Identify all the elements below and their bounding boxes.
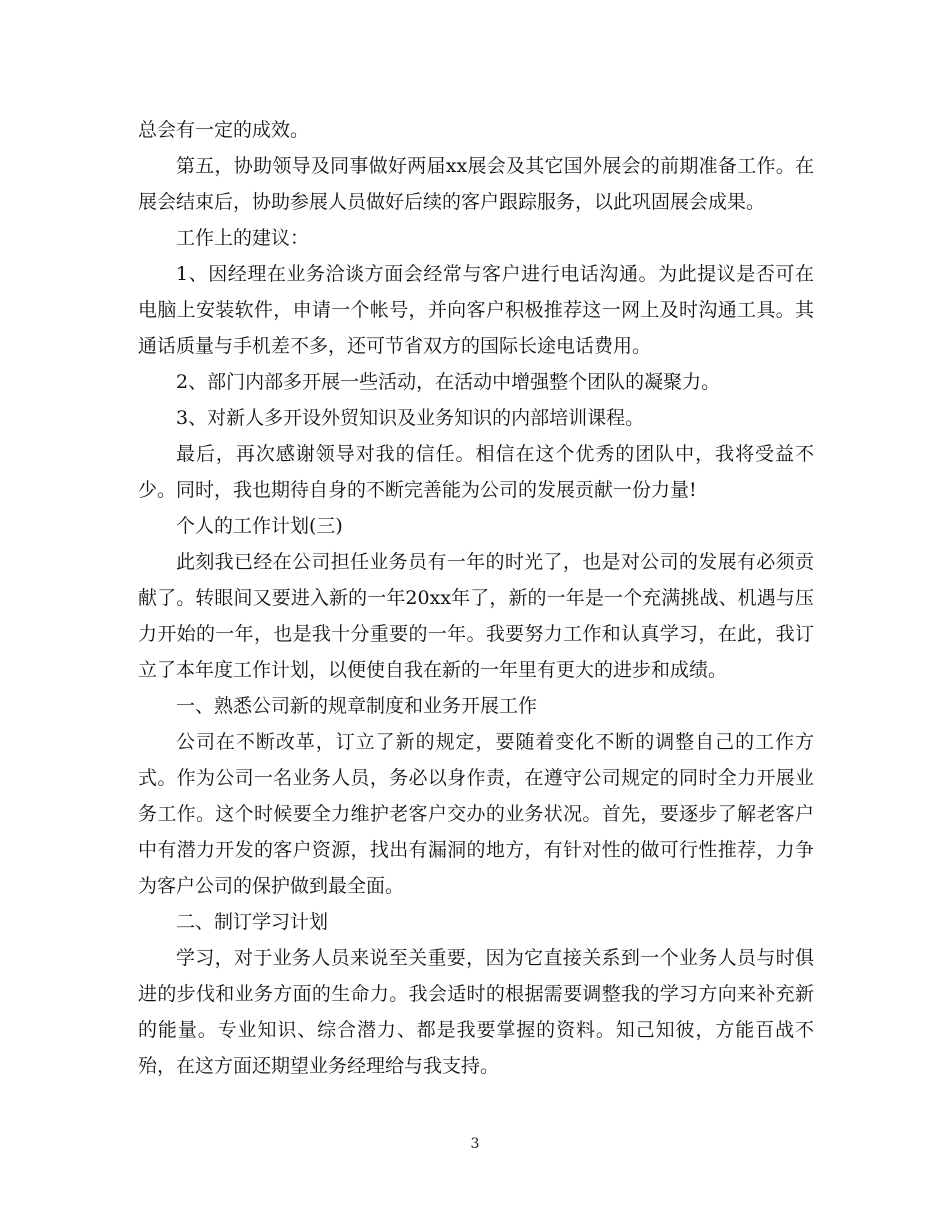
paragraph: 此刻我已经在公司担任业务员有一年的时光了，也是对公司的发展有必须贡献了。转眼间又要进入新的一年20xx年了，新的一年是一个充满挑战、机遇与压力开始的一年，也是我十分重要的一年。我要努力工作和认真学习，在此，我订立了本年度工作计划，以便使自我在新的一年里有更大的进步和成绩。	[138, 551, 814, 681]
paragraph: 3、对新人多开设外贸知识及业务知识的内部培训课程。	[176, 407, 645, 429]
paragraph: 学习，对于业务人员来说至关重要，因为它直接关系到一个业务人员与时俱进的步伐和业务方面的生命力。我会适时的根据需要调整我的学习方向来补充新的能量。专业知识、综合潜力、都是我要掌握的资料。知己知彼，方能百战不殆，在这方面还期望业务经理给与我支持。	[138, 947, 814, 1077]
document-body	[138, 112, 814, 1084]
section-heading: 二、制订学习计划	[176, 911, 329, 933]
page-number: 3	[470, 1136, 480, 1152]
section-heading: 个人的工作计划(三)	[176, 515, 343, 537]
section-heading: 一、熟悉公司新的规章制度和业务开展工作	[176, 695, 538, 717]
paragraph: 公司在不断改革，订立了新的规定，要随着变化不断的调整自己的工作方式。作为公司一名业务人员，务必以身作责，在遵守公司规定的同时全力开展业务工作。这个时候要全力维护老客户交办的业务状况。首先，要逐步了解老客户中有潜力开发的客户资源，找出有漏洞的地方，有针对性的做可行性推荐，力争为客户公司的保护做到最全面。	[138, 731, 814, 897]
paragraph: 1、因经理在业务洽谈方面会经常与客户进行电话沟通。为此提议是否可在电脑上安装软件，申请一个帐号，并向客户积极推荐这一网上及时沟通工具。其通话质量与手机差不多，还可节省双方的国际长途电话费用。	[138, 263, 814, 357]
paragraph: 总会有一定的成效。	[138, 119, 310, 141]
paragraph: 最后，再次感谢领导对我的信任。相信在这个优秀的团队中，我将受益不少。同时，我也期待自身的不断完善能为公司的发展贡献一份力量!	[138, 443, 814, 501]
paragraph: 第五，协助领导及同事做好两届xx展会及其它国外展会的前期准备工作。在展会结束后，协助参展人员做好后续的客户跟踪服务，以此巩固展会成果。	[138, 155, 814, 213]
paragraph: 2、部门内部多开展一些活动，在活动中增强整个团队的凝聚力。	[176, 371, 721, 393]
section-heading: 工作上的建议：	[176, 227, 310, 249]
